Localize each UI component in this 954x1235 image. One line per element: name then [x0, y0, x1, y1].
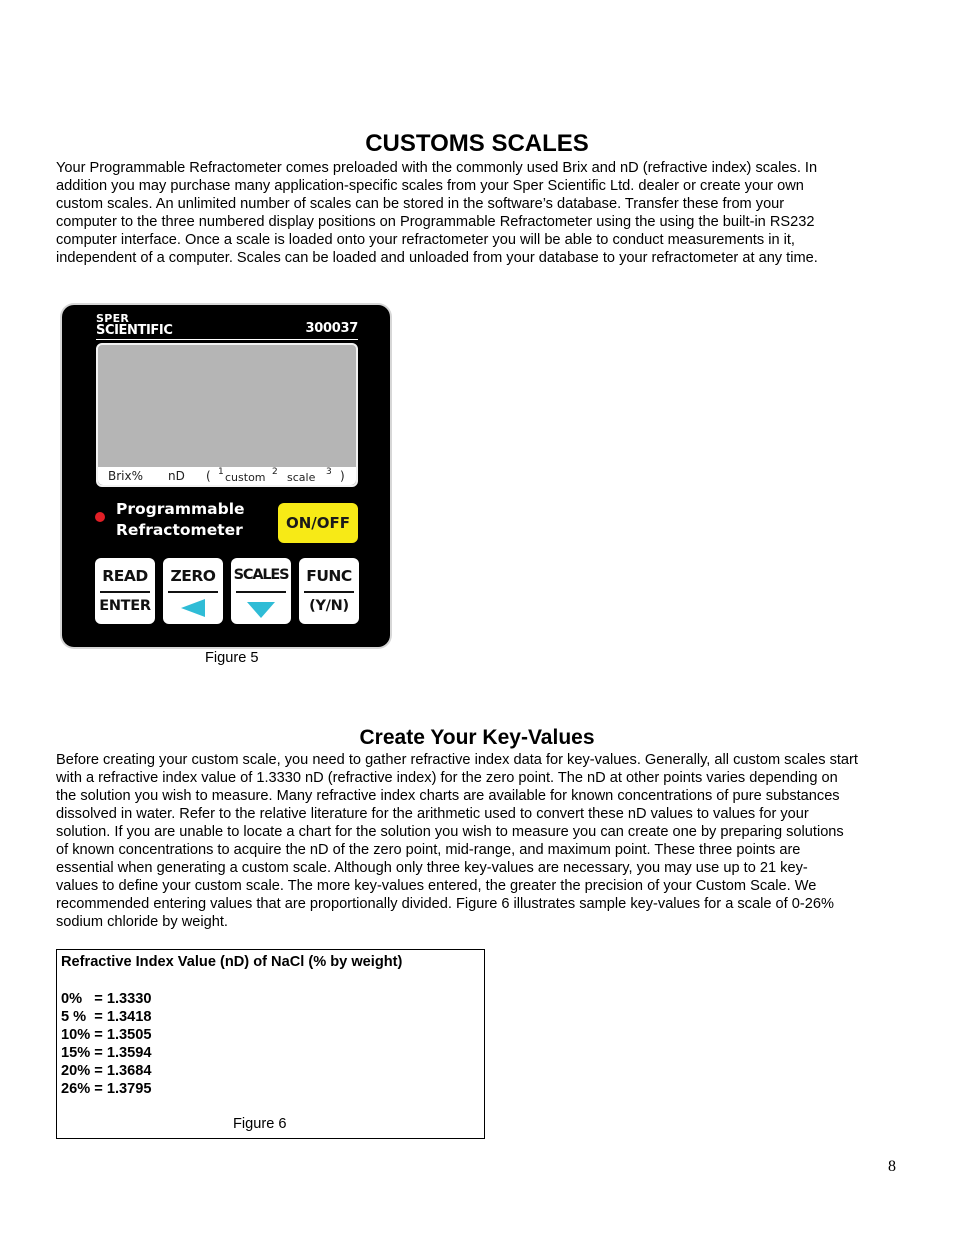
- paragraph-line: solution. If you are unable to locate a chart for the solution you wish to measure you can create one by preparing solutions: [56, 824, 844, 840]
- figure-5-caption: Figure 5: [205, 650, 259, 666]
- label-brix: Brix%: [108, 469, 144, 483]
- paragraph-line: computer to the three numbered display positions on Programmable Refractometer using the using the built-in RS232: [56, 214, 815, 230]
- intro-paragraph: [56, 159, 818, 267]
- label-custom: custom: [225, 471, 266, 484]
- key-value-row: 15% = 1.3594: [61, 1045, 152, 1061]
- section-title-key-values: Create Your Key-Values: [359, 726, 595, 749]
- label-open-paren: (: [206, 469, 211, 483]
- paragraph-line: Before creating your custom scale, you need to gather refractive index data for key-values. Generally, all custom scales start: [56, 752, 858, 768]
- key-divider: [304, 591, 354, 593]
- product-name-line2: Refractometer: [116, 521, 243, 539]
- lcd-scale-labels: [98, 467, 356, 485]
- key-value-row: 20% = 1.3684: [61, 1063, 152, 1079]
- scales-key: [231, 558, 291, 624]
- lcd-display: [96, 343, 358, 487]
- paragraph-line: essential when generating a custom scale. Although only three key-values are necessary, you may use up to 21 key-: [56, 860, 808, 876]
- key-label-enter: ENTER: [99, 598, 151, 614]
- key-value-row: 0% = 1.3330: [61, 991, 152, 1007]
- key-divider: [100, 591, 150, 593]
- brand-name-line1: SPER: [96, 312, 130, 325]
- paragraph-line: sodium chloride by weight.: [56, 914, 228, 930]
- paragraph-line: of known concentrations to acquire the nD of the zero point, mid-range, and maximum point. These three points are: [56, 842, 801, 858]
- brand-name-line2: SCIENTIFIC: [96, 323, 173, 338]
- key-label-scales: SCALES: [233, 567, 289, 583]
- figure-6-caption: Figure 6: [233, 1116, 287, 1132]
- paragraph-line: custom scales. An unlimited number of scales can be stored in the software’s database. Transfer these from your: [56, 196, 785, 212]
- product-name-line1: Programmable: [116, 500, 245, 518]
- key-value-row: 26% = 1.3795: [61, 1081, 152, 1097]
- key-label-func: FUNC: [306, 567, 352, 585]
- key-value-row: 10% = 1.3505: [61, 1027, 152, 1043]
- label-position-1: 1: [218, 467, 224, 477]
- figure-6-key-values-box: [56, 949, 485, 1139]
- left-arrow-icon: [181, 599, 205, 617]
- header-divider: [96, 339, 358, 340]
- page-number: 8: [888, 1158, 896, 1175]
- key-divider: [236, 591, 286, 593]
- label-close-paren: ): [340, 469, 345, 483]
- paragraph-line: the solution you wish to measure. Many refractive index charts are available for known concentrations of pure substances: [56, 788, 840, 804]
- label-position-2: 2: [272, 467, 278, 477]
- model-number: 300037: [305, 321, 358, 336]
- key-value-row: 5 % = 1.3418: [61, 1009, 152, 1025]
- key-label-yes-no: (Y/N): [309, 598, 349, 614]
- paragraph-line: Your Programmable Refractometer comes preloaded with the commonly used Brix and nD (refractive index) scales. In: [56, 160, 818, 176]
- paragraph-line: with a refractive index value of 1.3330 nD (refractive index) for the zero point. The nD at other points varies depending on: [56, 770, 838, 786]
- key-values-list: [61, 990, 151, 1098]
- paragraph-line: values to define your custom scale. The more key-values entered, the greater the precision of your Custom Scale. We: [56, 878, 817, 894]
- down-arrow-icon: [247, 602, 275, 618]
- label-scale: scale: [287, 471, 316, 484]
- paragraph-line: addition you may purchase many application-specific scales from your Sper Scientific Ltd. dealer or create your own: [56, 178, 804, 194]
- key-label-zero: ZERO: [170, 567, 216, 585]
- power-led-icon: [95, 512, 105, 522]
- func-key: [299, 558, 359, 624]
- refractometer-panel-figure: [62, 305, 390, 647]
- key-values-paragraph: [56, 751, 858, 931]
- paragraph-line: recommended entering values that are proportionally divided. Figure 6 illustrates sample key-values for a scale of 0-26%: [56, 896, 834, 912]
- label-nd: nD: [168, 469, 185, 483]
- read-enter-key: [95, 558, 155, 624]
- zero-key: [163, 558, 223, 624]
- key-label-read: READ: [102, 567, 148, 585]
- label-position-3: 3: [326, 467, 332, 477]
- paragraph-line: computer interface. Once a scale is loaded onto your refractometer you will be able to conduct measurements in it,: [56, 232, 795, 248]
- on-off-button: ON/OFF: [278, 503, 358, 543]
- section-title-custom-scales: CUSTOMS SCALES: [365, 130, 589, 157]
- paragraph-line: independent of a computer. Scales can be loaded and unloaded from your database to your refractometer at any time.: [56, 250, 818, 266]
- paragraph-line: dissolved in water. Refer to the relative literature for the arithmetic used to convert these nD values to values for your: [56, 806, 809, 822]
- figure-6-heading: Refractive Index Value (nD) of NaCl (% by weight): [61, 954, 403, 970]
- key-divider: [168, 591, 218, 593]
